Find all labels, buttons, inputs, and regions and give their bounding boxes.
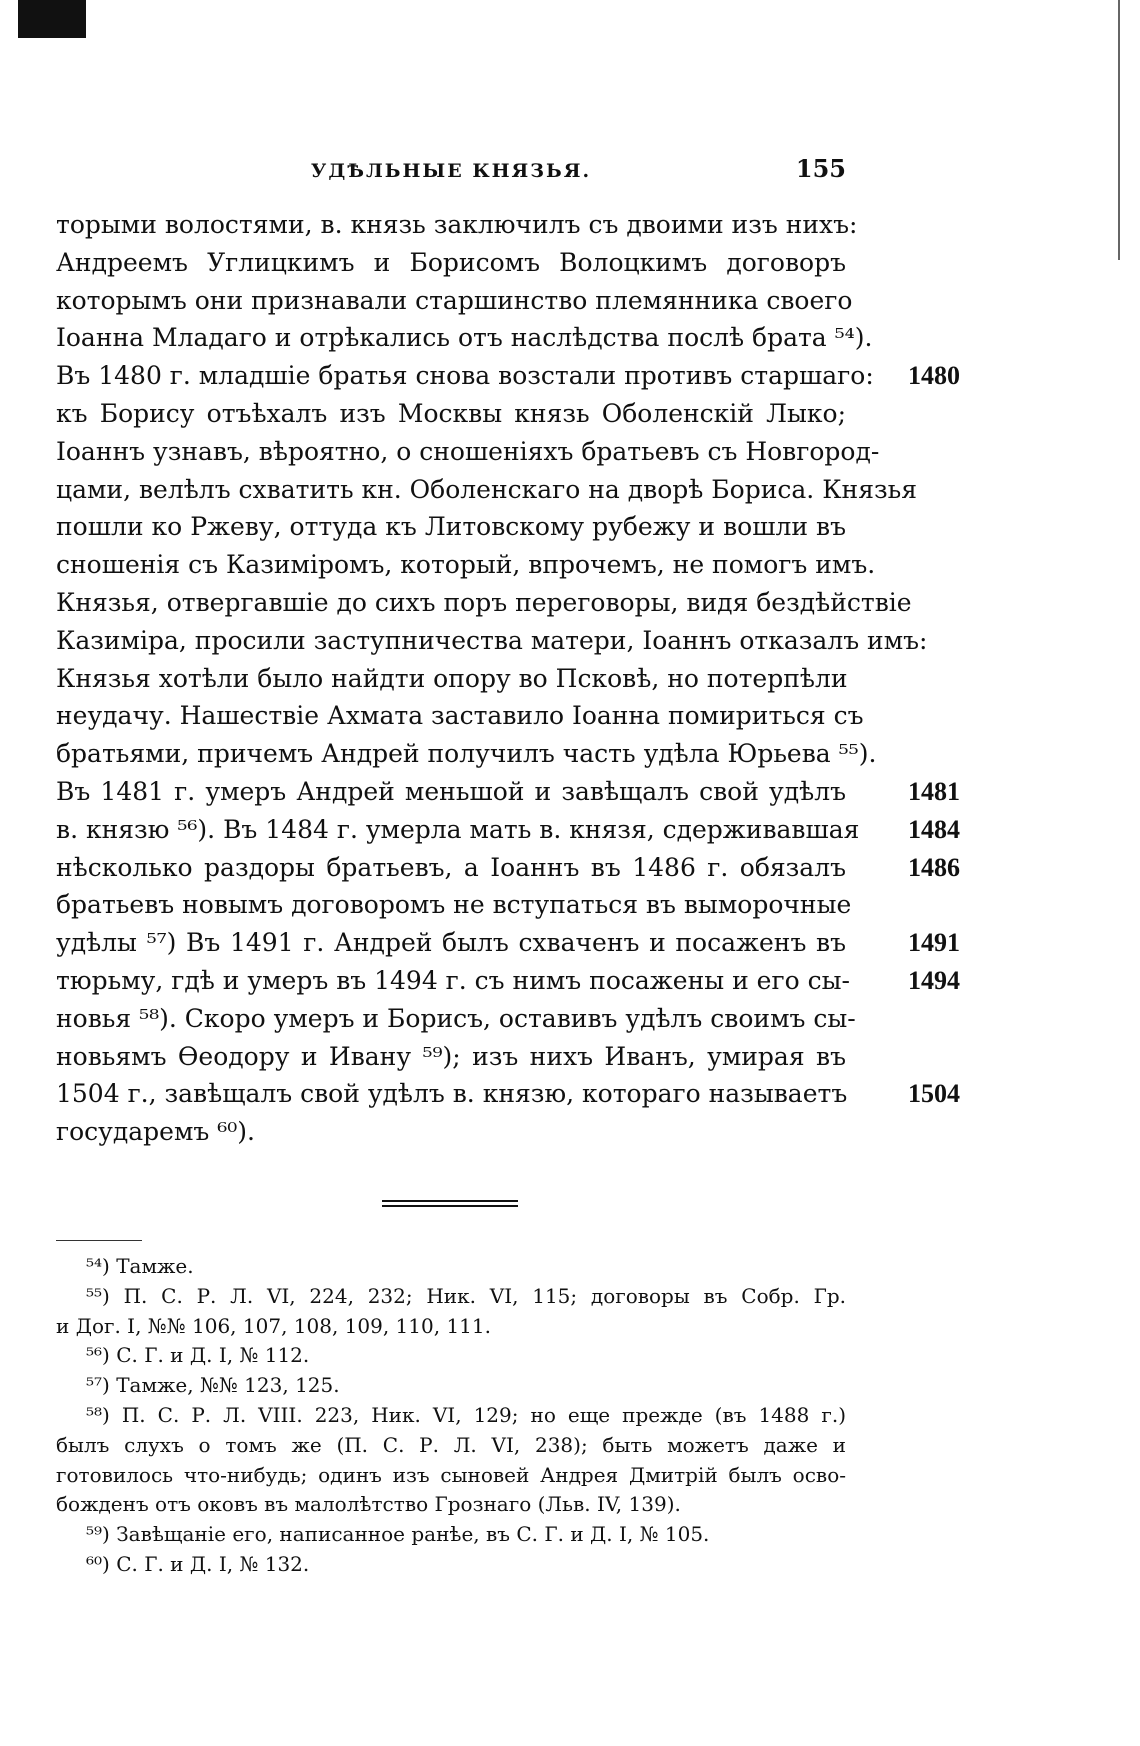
footnote-line: ⁵⁴) Тамже. (86, 1254, 194, 1278)
body-line: новьямъ Өеодору и Ивану ⁵⁹); изъ нихъ Иванъ, умирая въ (56, 1041, 846, 1071)
body-line: сношенія съ Казиміромъ, который, впрочемъ, не помогъ имъ. (56, 550, 876, 580)
body-line: удѣлы ⁵⁷) Въ 1491 г. Андрей былъ схваченъ и посаженъ въ (56, 928, 846, 958)
margin-year: 1480 (908, 361, 960, 391)
page-header (56, 154, 846, 196)
body-line: в. князю ⁵⁶). Въ 1484 г. умерла мать в. князя, сдерживавшая (56, 814, 860, 844)
body-line: Въ 1481 г. умеръ Андрей меньшой и завѣщалъ свой удѣлъ (56, 776, 846, 806)
body-line: цами, велѣлъ схватить кн. Оболенскаго на дворѣ Бориса. Князья (56, 474, 917, 504)
margin-year: 1486 (908, 852, 960, 882)
footnote-line: ⁵⁷) Тамже, №№ 123, 125. (86, 1373, 340, 1398)
body-line: къ Борису отъѣхалъ изъ Москвы князь Оболенскій Лыко; (56, 398, 846, 428)
scan-corner-mark (18, 0, 86, 38)
running-title: УДѢЛЬНЫЕ КНЯЗЬЯ. (310, 160, 592, 182)
footnote-line: ⁵⁸) П. С. Р. Л. VIII. 223, Ник. VI, 129; но еще прежде (въ 1488 г.) (86, 1402, 846, 1427)
margin-year: 1491 (908, 928, 960, 958)
footnotes (56, 1252, 846, 1580)
footnote-line: божденъ отъ оковъ въ малолѣтство Грознаго (Льв. IV, 139). (56, 1492, 681, 1517)
scan-edge-line (1118, 0, 1120, 260)
body-line: тюрьму, гдѣ и умеръ въ 1494 г. съ нимъ посажены и его сы- (56, 965, 850, 995)
body-line: 1504 г., завѣщалъ свой удѣлъ в. князю, котораго называетъ (56, 1079, 848, 1109)
margin-year: 1484 (908, 814, 960, 844)
body-line: Князья хотѣли было найдти опору во Псковѣ, но потерпѣли (56, 663, 848, 693)
body-line: государемъ ⁶⁰). (56, 1117, 255, 1147)
body-line: новья ⁵⁸). Скоро умеръ и Борисъ, оставивъ удѣлъ своимъ сы- (56, 1003, 856, 1033)
body-line: нѣсколько раздоры братьевъ, а Іоаннъ въ 1486 г. обязалъ (56, 852, 846, 882)
body-line: братьевъ новымъ договоромъ не вступаться въ выморочные (56, 890, 852, 920)
footnote-rule (56, 1240, 142, 1241)
body-line: братьями, причемъ Андрей получилъ часть удѣла Юрьева ⁵⁵). (56, 739, 877, 769)
footnote-line: ⁵⁹) Завѣщаніе его, написанное ранѣе, въ С. Г. и Д. I, № 105. (86, 1522, 710, 1547)
body-line: пошли ко Ржеву, оттуда къ Литовскому рубежу и вошли въ (56, 512, 846, 542)
body-text (56, 206, 960, 1151)
footnote-line: и Дог. I, №№ 106, 107, 108, 109, 110, 111. (56, 1313, 491, 1338)
footnote-line: ⁵⁶) С. Г. и Д. I, № 112. (86, 1343, 310, 1368)
section-double-rule (382, 1200, 518, 1207)
body-line: Князья, отвергавшіе до сихъ поръ переговоры, видя бездѣйствіе (56, 587, 912, 617)
body-line: Казиміра, просили заступничества матери, Іоаннъ отказалъ имъ: (56, 625, 928, 655)
footnote-line: ⁵⁵) П. С. Р. Л. VI, 224, 232; Ник. VI, 115; договоры въ Собр. Гр. (86, 1283, 846, 1308)
body-line: Андреемъ Углицкимъ и Борисомъ Волоцкимъ договоръ (56, 247, 846, 277)
footnote-line: былъ слухъ о томъ же (П. С. Р. Л. VI, 238); быть можетъ даже и (56, 1432, 846, 1457)
body-line: Въ 1480 г. младшіе братья снова возстали противъ старшаго: (56, 361, 874, 391)
body-line: торыми волостями, в. князь заключилъ съ двоими изъ нихъ: (56, 210, 858, 239)
margin-year: 1494 (908, 966, 960, 995)
body-line: Іоаннъ узнавъ, вѣроятно, о сношеніяхъ братьевъ съ Новгород- (56, 436, 880, 466)
margin-year: 1481 (908, 777, 960, 806)
page-number: 155 (795, 154, 846, 183)
body-line: которымъ они признавали старшинство племянника своего (56, 285, 853, 315)
body-line: неудачу. Нашествіе Ахмата заставило Іоанна помириться съ (56, 701, 864, 731)
footnote-line: готовилось что-нибудь; одинъ изъ сыновей Андрея Дмитрій былъ осво- (56, 1462, 846, 1487)
body-line: Іоанна Младаго и отрѣкались отъ наслѣдства послѣ брата ⁵⁴). (56, 323, 873, 353)
footnote-line: ⁶⁰) С. Г. и Д. I, № 132. (86, 1551, 310, 1576)
margin-year: 1504 (908, 1079, 960, 1109)
